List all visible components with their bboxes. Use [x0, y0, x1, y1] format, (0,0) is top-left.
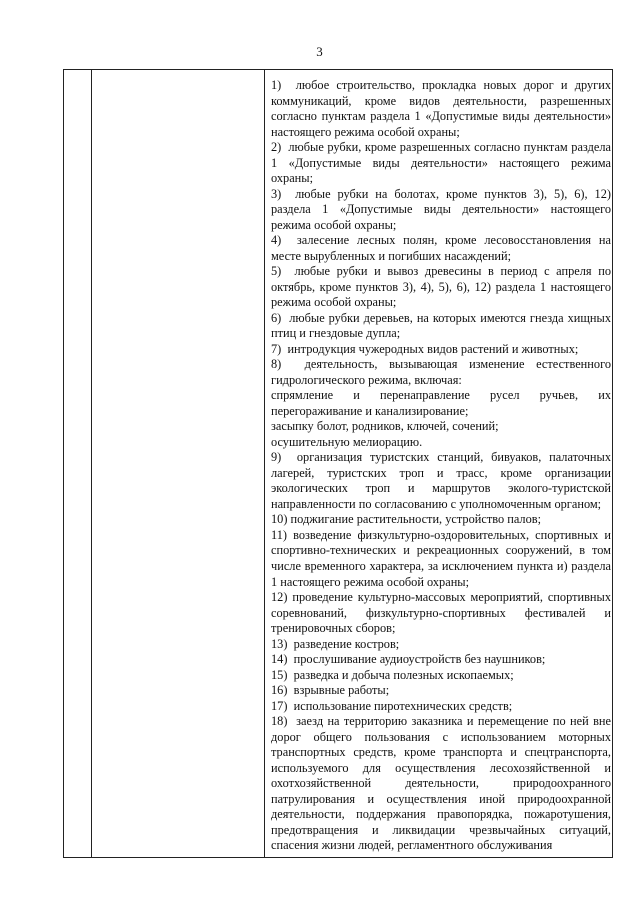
list-item: 8) деятельность, вызывающая изменение естественного гидрологического режима, включая: [271, 357, 611, 387]
regulation-table [63, 69, 613, 858]
list-item: 18) заезд на территорию заказника и перемещение по ней вне дорог общего пользования с использованием моторных транспортных средств, кроме транспорта и спецтранспорта, используемого для осуществления лесохозяйственной и охотхозяйственной деятельности, природоохранного патрулирования и осуществления иной природоохранной деятельности, поддержания правопорядка, пожаротушения, предотвращения и ликвидации чрезвычайных ситуаций, спасения жизни людей, регламентного обслуживания [271, 714, 611, 853]
list-item: 11) возведение физкультурно-оздоровительных, спортивных и спортивно-технических и рекреационных сооружений, в том числе временного характера, за исключением пункта и) раздела 1 настоящего режима особой охраны; [271, 527, 611, 589]
list-subitem: осушительную мелиорацию. [271, 434, 423, 449]
list-item: 9) организация туристских станций, бивуаков, палаточных лагерей, туристских троп и трасс, кроме организации экологических троп и маршрутов эколого-туристской направленности по согласованию с уполномоченным органом; [271, 450, 611, 511]
list-item: 15) разведка и добыча полезных ископаемых; [271, 667, 514, 682]
list-item: 2) любые рубки, кроме разрешенных согласно пунктам раздела 1 «Допустимые виды деятельности» настоящего режима охраны; [271, 140, 611, 186]
prohibited-activities-cell [271, 78, 611, 854]
page-number: 3 [316, 44, 323, 59]
list-item: 3) любые рубки на болотах, кроме пунктов 3), 5), 6), 12) раздела 1 «Допустимые виды деятельности» настоящего режима особой охраны; [271, 186, 611, 232]
list-item: 12) проведение культурно-массовых мероприятий, спортивных соревнований, физкультурно-спортивных фестивалей и тренировочных сборов; [271, 590, 611, 636]
list-item: 1) любое строительство, прокладка новых дорог и других коммуникаций, кроме видов деятельности, разрешенных согласно пунктам раздела 1 «Допустимые виды деятельности» настоящего режима особой охраны; [271, 78, 611, 139]
list-item: 6) любые рубки деревьев, на которых имеются гнезда хищных птиц и гнездовые дупла; [271, 310, 611, 341]
list-subitem: спрямление и перенаправление русел ручьев, их перегораживание и канализирование; [271, 388, 611, 418]
column-divider-2 [264, 70, 265, 857]
list-item: 16) взрывные работы; [271, 683, 390, 698]
list-item: 7) интродукция чужеродных видов растений и животных; [271, 341, 579, 356]
list-item: 17) использование пиротехнических средств; [271, 698, 513, 713]
list-item: 4) залесение лесных полян, кроме лесовосстановления на месте вырубленных и погибших насаждений; [271, 233, 611, 263]
list-item: 5) любые рубки и вывоз древесины в период с апреля по октябрь, кроме пунктов 3), 4), 5), 6), 12) раздела 1 настоящего режима особой охраны; [271, 264, 611, 310]
list-subitem: засыпку болот, родников, ключей, сочений; [271, 419, 499, 434]
list-item: 10) поджигание растительности, устройство палов; [271, 512, 542, 527]
list-item: 14) прослушивание аудиоустройств без наушников; [271, 652, 546, 667]
column-divider-1 [91, 70, 92, 857]
list-item: 13) разведение костров; [271, 636, 400, 651]
